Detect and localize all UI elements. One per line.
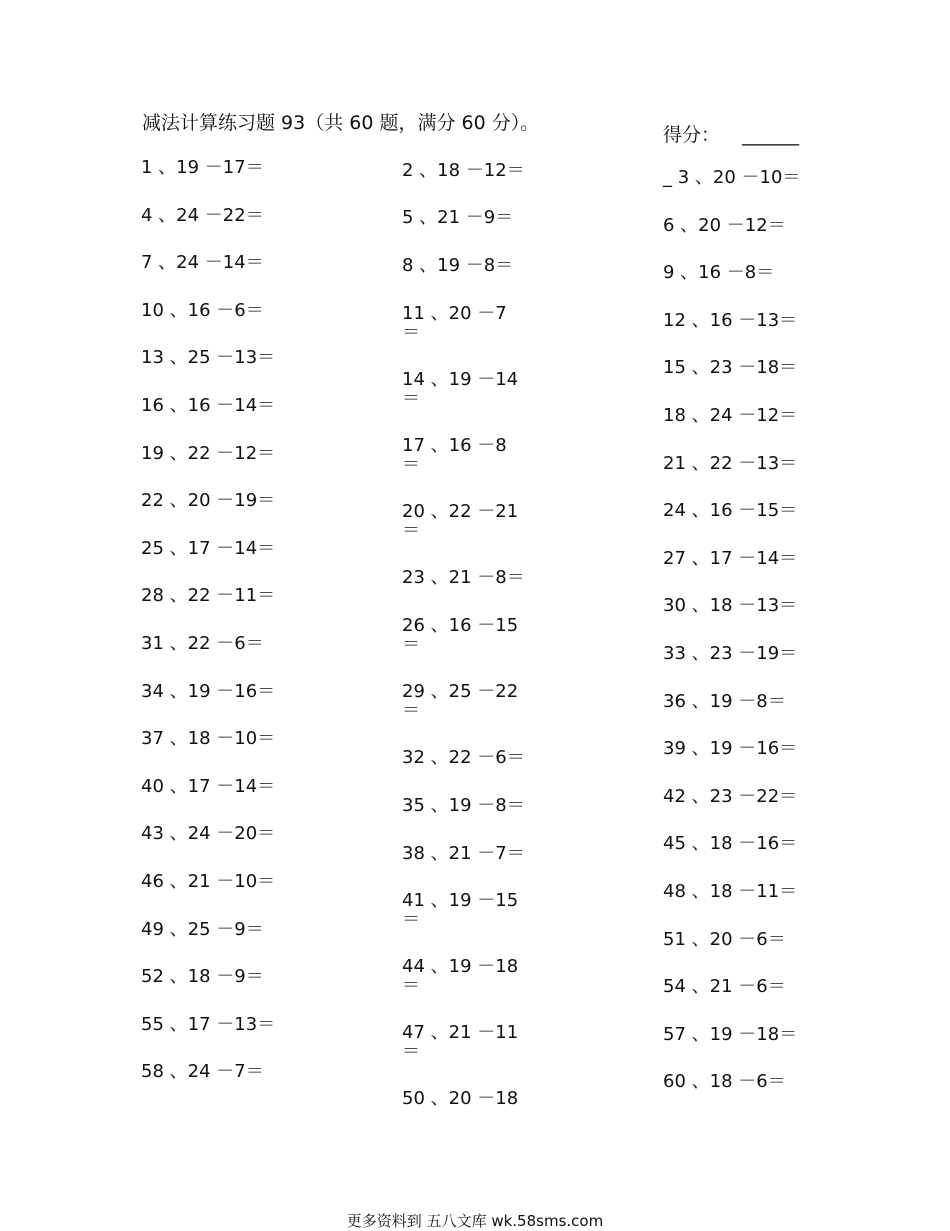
score-label: 得分： [663, 124, 721, 146]
problem-item: 34 、19 －16＝ [141, 680, 276, 702]
problem-item: 16 、16 －14＝ [141, 395, 276, 416]
problem-item: 1 、19 －17＝ [141, 157, 264, 178]
problem-equals-wrapped: ＝ [402, 634, 420, 655]
problem-item: 10 、16 －6＝ [141, 299, 264, 321]
problem-text: 32 、22 －6＝ [402, 747, 525, 768]
problem-item [402, 1089, 518, 1106]
problem-item: 39 、19 －16＝ [663, 738, 798, 760]
problem-item: 27 、17 －14＝ [663, 547, 798, 569]
problem-item: 40 、17 －14＝ [141, 775, 276, 797]
problem-equals-wrapped: ＝ [402, 975, 420, 996]
problem-item [402, 844, 525, 864]
problem-text: 14 、19 －14 [402, 369, 519, 390]
problem-item: 49 、25 －9＝ [141, 918, 264, 940]
problem-text: 5 、21 －9＝ [402, 207, 514, 228]
problem-item [402, 891, 518, 929]
problem-text: 38 、21 －7＝ [402, 843, 525, 864]
score-area [663, 120, 799, 147]
problem-item: 13 、25 －13＝ [141, 347, 276, 369]
problem-item [402, 370, 518, 408]
problem-text: 23 、21 －8＝ [402, 567, 525, 588]
problem-item [402, 748, 525, 768]
problem-text: 26 、16 －15 [402, 615, 519, 636]
problem-item: 37 、18 －10＝ [141, 728, 276, 750]
problem-item [402, 796, 525, 816]
problem-item: 36 、19 －8＝ [663, 690, 786, 712]
problem-equals-wrapped: ＝ [402, 909, 420, 930]
problem-item: 24 、16 －15＝ [663, 500, 798, 522]
problem-item: 42 、23 －22＝ [663, 785, 798, 807]
problem-item [402, 502, 518, 540]
problem-text: 35 、19 －8＝ [402, 795, 525, 816]
worksheet-title: 减法计算练习题 93（共 60 题，满分 60 分）。 [142, 112, 540, 134]
problem-item: 51 、20 －6＝ [663, 928, 786, 950]
problem-item: 7 、24 －14＝ [141, 252, 264, 274]
problem-item: 45 、18 －16＝ [663, 833, 798, 855]
problem-item: 19 、22 －12＝ [141, 442, 276, 464]
problem-item [402, 1023, 518, 1061]
footer-source: 更多资料到 五八文库 wk.58sms.com [346, 1212, 604, 1230]
problem-item: 33 、23 －19＝ [663, 643, 798, 664]
problem-item: 12 、16 －13＝ [663, 309, 798, 331]
problem-item [402, 208, 513, 228]
problem-item: 46 、21 －10＝ [141, 871, 276, 892]
problem-item: 28 、22 －11＝ [141, 585, 276, 607]
problem-item: 25 、17 －14＝ [141, 537, 276, 559]
problem-item: 18 、24 －12＝ [663, 405, 798, 426]
problem-item: 6 、20 －12＝ [663, 214, 786, 236]
problem-equals-wrapped: ＝ [402, 700, 420, 721]
problem-item: _ 3 、20 －10＝ [663, 167, 801, 188]
problem-equals-wrapped: ＝ [402, 322, 420, 343]
problem-item: 54 、21 －6＝ [663, 976, 786, 998]
problem-item: 21 、22 －13＝ [663, 452, 798, 474]
problem-item: 57 、19 －18＝ [663, 1023, 798, 1045]
problem-text: 20 、22 －21 [402, 501, 519, 522]
problem-item: 58 、24 －7＝ [141, 1061, 264, 1083]
problem-item: 30 、18 －13＝ [663, 595, 798, 617]
problem-item [402, 161, 525, 181]
problem-item: 60 、18 －6＝ [663, 1071, 786, 1093]
problem-item: 55 、17 －13＝ [141, 1013, 276, 1035]
problem-item: 4 、24 －22＝ [141, 204, 264, 226]
problem-equals-wrapped: ＝ [402, 388, 420, 409]
problem-equals-wrapped: ＝ [402, 454, 420, 475]
problem-item: 52 、18 －9＝ [141, 966, 264, 988]
problem-text: 41 、19 －15 [402, 890, 519, 911]
problem-equals-wrapped: ＝ [402, 1041, 420, 1062]
problem-item [402, 304, 507, 342]
problem-text: 2 、18 －12＝ [402, 160, 525, 181]
problem-item [402, 616, 518, 654]
problem-text: 29 、25 －22 [402, 681, 519, 702]
problem-item: 48 、18 －11＝ [663, 881, 798, 902]
clipped-problem [400, 1086, 600, 1106]
problem-item: 15 、23 －18＝ [663, 357, 798, 379]
problem-text: 47 、21 －11 [402, 1022, 519, 1043]
problem-text: 11 、20 －7 [402, 303, 507, 324]
problem-text: 8 、19 －8＝ [402, 255, 514, 276]
problem-item: 9 、16 －8＝ [663, 262, 775, 284]
problem-equals-wrapped: ＝ [402, 520, 420, 541]
problem-item: 22 、20 －19＝ [141, 490, 276, 512]
problem-text: 50 、20 －18 [402, 1088, 519, 1106]
problem-item [402, 256, 513, 276]
problem-item [402, 436, 507, 474]
score-blank: ______ [742, 124, 800, 146]
problem-text: 44 、19 －18 [402, 956, 519, 977]
problem-item [402, 682, 518, 720]
problem-item [402, 957, 518, 995]
problem-item [402, 568, 525, 588]
problem-item: 31 、22 －6＝ [141, 633, 264, 654]
problem-item: 43 、24 －20＝ [141, 823, 276, 845]
problem-text: 17 、16 －8 [402, 435, 507, 456]
